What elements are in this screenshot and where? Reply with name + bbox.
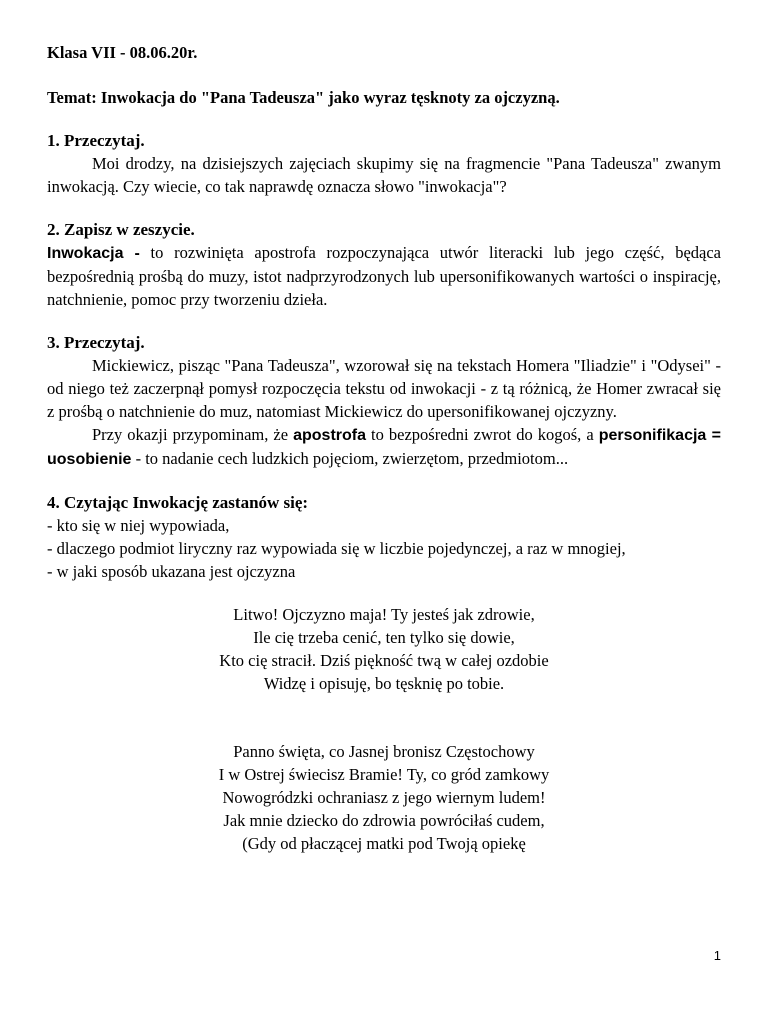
poem-line: Widzę i opisuję, bo tęsknię po tobie. [263,674,505,693]
definition-text: to rozwinięta apostrofa rozpoczynająca utwór literacki lub jego część, będąca bezpośrednią prośbą do muzy, istot nadprzyrodzonych lub upersonifikowanych wartości o inspirację, natchnienie, pomoc przy tworzeniu dzieła. [47,243,721,309]
poem-line: Litwo! Ojczyzno maja! Ty jesteś jak zdrowie, [233,605,535,624]
poem-line: Ile cię trzeba cenić, ten tylko się dowie, [253,628,515,647]
section-2-title: 2. Zapisz w zeszycie. [47,220,195,239]
lesson-topic: Temat: Inwokacja do "Pana Tadeusza" jako wyraz tęsknoty za ojczyzną. [47,88,560,107]
poem-line: Kto cię stracił. Dziś piękność twą w całej ozdobie [219,651,549,670]
class-date-header: Klasa VII - 08.06.20r. [47,43,198,62]
poem-line: Nowogródzki ochraniasz z jego wiernym ludem! [222,788,546,807]
poem-line: I w Ostrej świecisz Bramie! Ty, co gród zamkowy [218,765,550,784]
term-inwokacja: Inwokacja - [47,245,140,262]
poem-line: (Gdy od płaczącej matki pod Twoją opiekę [242,834,526,853]
page-number: 1 [713,948,721,963]
poem-line: Jak mnie dziecko do zdrowia powróciłaś cudem, [223,811,545,830]
para2-text-c: - to nadanie cech ludzkich pojęciom, zwierzętom, przedmiotom... [131,449,569,468]
section-3-paragraph-2 [47,423,721,471]
poem-line: Panno święta, co Jasnej bronisz Częstochowy [233,742,535,761]
question-3: - w jaki sposób ukazana jest ojczyzna [47,562,296,581]
para2-text-a: Przy okazji przypominam, że [92,425,294,444]
question-2: - dlaczego podmiot liryczny raz wypowiada się w liczbie pojedynczej, a raz w mnogiej, [47,539,626,558]
section-4-title: 4. Czytając Inwokację zastanów się: [47,493,309,512]
document-page [47,41,721,855]
section-2-definition-paragraph [47,241,721,311]
section-3-paragraph-1: Mickiewicz, pisząc "Pana Tadeusza", wzorował się na tekstach Homera "Iliadzie" i "Odysei" - od niego też zaczerpnął pomysł rozpoczęcia tekstu od inwokacji - z tą różnicą, że Homer zwracał się z prośbą o natchnienie do muz, natomiast Mickiewicz do upersonifikowanej ojczyzny. [47,356,721,421]
section-1-title: 1. Przeczytaj. [47,131,145,150]
poem-stanza-2 [47,740,721,855]
term-apostrofa: apostrofa [293,427,366,444]
section-3-title: 3. Przeczytaj. [47,333,145,352]
question-1: - kto się w niej wypowiada, [47,516,230,535]
term-personifikacja: personifikacja = uosobienie [47,427,721,468]
para2-text-b: to bezpośredni zwrot do kogoś, a [366,425,599,444]
section-1-text: Moi drodzy, na dzisiejszych zajęciach skupimy się na fragmencie "Pana Tadeusza" zwanym inwokacją. Czy wiecie, co tak naprawdę oznacza słowo "inwokacja"? [47,154,721,196]
poem-stanza-1 [47,603,721,695]
